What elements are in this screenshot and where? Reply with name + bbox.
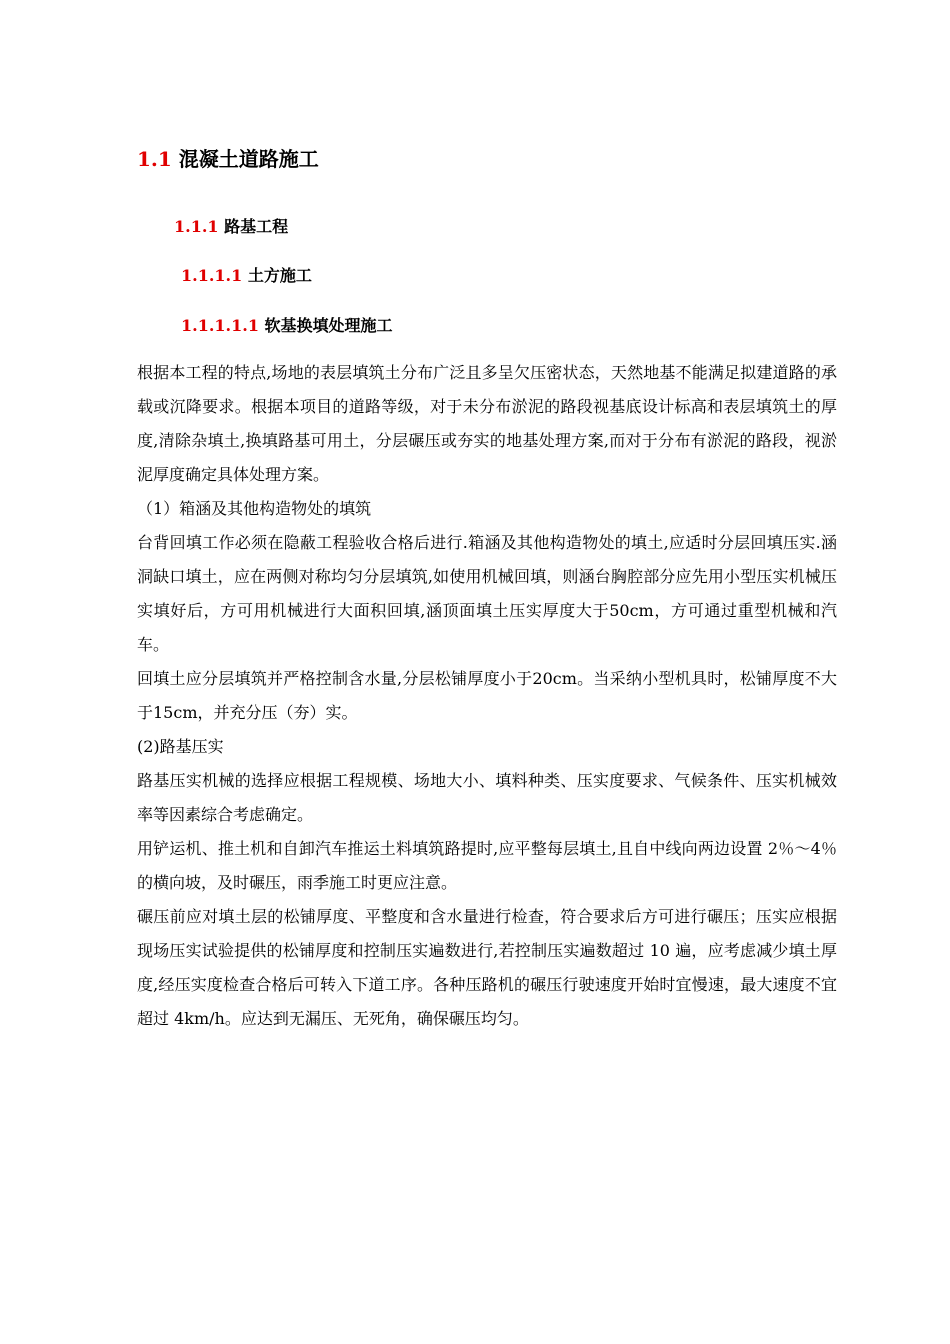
subheading-culvert-fill: （1）箱涵及其他构造物处的填筑	[137, 499, 372, 518]
heading-number: 1.1.1.1.1	[181, 316, 259, 335]
paragraph-compaction-machinery: 路基压实机械的选择应根据工程规模、场地大小、填料种类、压实度要求、气候条件、压实机械效率等因素综合考虑确定。	[137, 771, 837, 824]
paragraph-backfill: 台背回填工作必须在隐蔽工程验收合格后进行.箱涵及其他构造物处的填土,应适时分层回填压实.涵洞缺口填土，应在两侧对称均匀分层填筑,如使用机械回填，则涵台胸腔部分应先用小型压实机械压实填好后，方可用机械进行大面积回填,涵顶面填土压实厚度大于50cm，方可通过重型机械和汽车。	[137, 533, 837, 654]
heading-title: 路基工程	[224, 217, 289, 236]
heading-title: 混凝土道路施工	[178, 147, 319, 171]
heading-level-2	[174, 214, 288, 237]
subheading-subgrade-compaction: (2)路基压实	[137, 737, 224, 756]
heading-level-3	[181, 263, 312, 286]
heading-number: 1.1.1	[174, 217, 219, 236]
paragraph-rolling-check: 碾压前应对填土层的松铺厚度、平整度和含水量进行检查，符合要求后方可进行碾压；压实应根据现场压实试验提供的松铺厚度和控制压实遍数进行,若控制压实遍数超过 10 遍，应考虑减少填土厚度,经压实度检查合格后可转入下道工序。各种压路机的碾压行驶速度开始时宜慢速，最大速度不宜超过 4km/h。应达到无漏压、无死角，确保碾压均匀。	[137, 907, 837, 1028]
heading-level-1	[137, 143, 319, 172]
paragraph-layered-fill: 回填土应分层填筑并严格控制含水量,分层松铺厚度小于20cm。当采纳小型机具时，松铺厚度不大于15cm，并充分压（夯）实。	[137, 669, 837, 722]
body-text	[137, 356, 837, 1036]
heading-title: 土方施工	[247, 266, 312, 285]
heading-title: 软基换填处理施工	[264, 316, 393, 335]
heading-level-4	[181, 313, 393, 336]
heading-number: 1.1	[137, 147, 172, 171]
heading-number: 1.1.1.1	[181, 266, 243, 285]
paragraph-intro: 根据本工程的特点,场地的表层填筑土分布广泛且多呈欠压密状态，天然地基不能满足拟建道路的承载或沉降要求。根据本项目的道路等级，对于未分布淤泥的路段视基底设计标高和表层填筑土的厚度,清除杂填土,换填路基可用土，分层碾压或夯实的地基处理方案,而对于分布有淤泥的路段，视淤泥厚度确定具体处理方案。	[137, 363, 837, 484]
paragraph-embankment-fill: 用铲运机、推土机和自卸汽车推运土料填筑路提时,应平整每层填土,且自中线向两边设置 2％～4％的横向坡，及时碾压，雨季施工时更应注意。	[137, 839, 837, 892]
